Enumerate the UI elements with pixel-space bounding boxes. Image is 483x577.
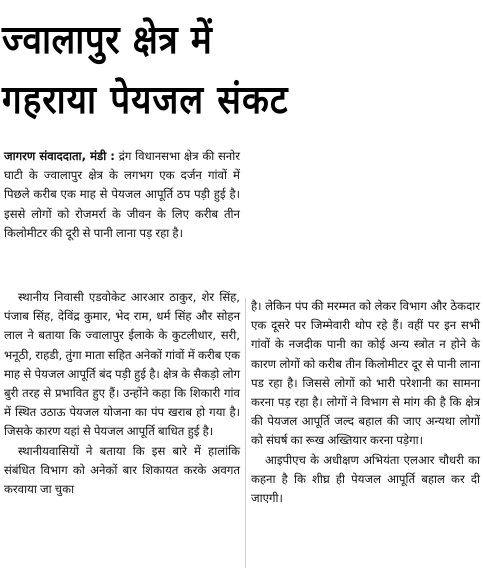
article-right-column xyxy=(251,297,480,508)
right-column-paragraph-2: आइपीएच के अधीक्षण अभियंता एलआर चौधरी का कहना है कि शीघ्र ही पेयजल आपूर्ति बहाल कर दी जाएगी। xyxy=(251,452,480,506)
article-left-column xyxy=(4,288,240,499)
right-column-paragraph-1: है। लेकिन पंप की मरम्मत को लेकर विभाग और ठेकदार एक दूसरे पर जिम्मेवारी थोप रहे हैं। वहीं पर इन सभी गांवों के नजदीक पानी का कोई अन्य स्त्रोत न होने के कारण लोगों को करीब तीन किलोमीटर दूर से पानी लाना पड रहा है। जिससे लोगों को भारी परेशानी का सामना करना पड़ रहा है। लोगों ने विभाग से मांग की है कि क्षेत्र की पेयजल आपूर्ति जल्द बहाल की जाए अन्यथा लोगों को संघर्ष का रूख अख्तियार करना पड़ेगा। xyxy=(251,299,480,448)
article-intro xyxy=(4,147,240,243)
left-column-paragraph-1: स्थानीय निवासी एडवोकेट आरआर ठाकुर, शेर सिंह, पंजाब सिंह, देविंद्र कुमार, भेद राम, धर्म सिंह और सोहन लाल ने बताया कि ज्वालापुर ईलाके के कुटलीधार, सरी, भनूठी, राहडी, तुंगा माता सहित अनेकों गांवों में करीब एक माह से पेयजल आपूर्ति बंद पड़ी हुई है। क्षेत्र के सैकड़ो लोग बुरी तरह से प्रभावित हुए हैं। उन्होंने कहा कि शिकारी गांव में स्थित उठाऊ पेयजल योजना का पंप खराब हो गया है। जिसके कारण यहां से पेयजल आपूर्ति बाधित हुई है। xyxy=(4,290,240,439)
column-divider xyxy=(245,298,246,568)
headline-line-2: गहराया पेयजल संकट xyxy=(2,78,289,124)
left-column-paragraph-2: स्थानीयवासियों ने बताया कि इस बारे में हालांकि संबंधित विभाग को अनेकों बार शिकायत करके अवगत करवाया जा चुका xyxy=(4,443,240,497)
headline-line-1: ज्वालापुर क्षेत्र में xyxy=(2,18,213,64)
dateline: जागरण संवाददाता, मंडी : xyxy=(4,149,115,163)
intro-paragraph xyxy=(4,147,240,243)
intro-text: द्रंग विधानसभा क्षेत्र की सनोर घाटी के ज्वालापुर क्षेत्र के लगभग एक दर्जन गांवों में पिछले करीब एक माह से पेयजल आपूर्ति ठप पड़ी हुई है। इससे लोगों को रोजमर्रा के जीवन के लिए करीब तीन किलोमीटर की दूरी से पानी लाना पड़ रहा है। xyxy=(4,149,240,240)
